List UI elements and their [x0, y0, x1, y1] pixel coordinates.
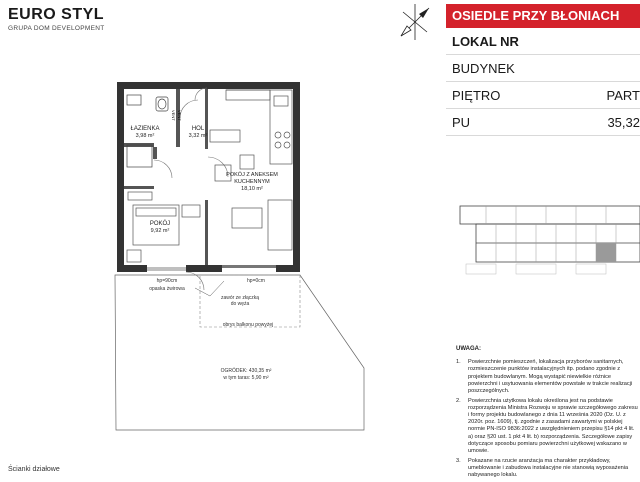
brand-tagline: GRUPA DOM DEVELOPMENT — [8, 25, 105, 32]
room-name-pokoj-aneks-2: KUCHENNYM — [234, 179, 270, 185]
annotation-garden-2: w tym taras: 5,90 m² — [223, 375, 269, 381]
room-area-hol: 3,32 m² — [188, 133, 208, 139]
annotation-hp-left: hp=90cm — [156, 278, 178, 284]
info-label: PU — [452, 115, 471, 130]
note-number: 2. — [456, 397, 461, 404]
info-label: BUDYNEK — [452, 61, 515, 76]
estate-banner: OSIEDLE PRZY BŁONIACH — [446, 4, 640, 28]
note-item — [456, 359, 640, 395]
info-row-lokal — [446, 28, 640, 55]
room-name-pokoj: POKÓJ — [149, 221, 171, 227]
annotation-gravel: opaska żwirowa — [149, 286, 185, 292]
note-number: 3. — [456, 457, 461, 464]
note-text: Powierzchnie pomieszczeń, lokalizacja przyborów sanitarnych, rozmieszczenie punktów instalacyjnych itp. podano zgodnie z projektem budowlanym. Mogą wystąpić niewielkie różnice powierzchni i usytuowania elementów powstałe w trakcie realizacji poszczególnych. — [468, 359, 633, 395]
info-value: 35,32 — [607, 115, 640, 130]
partition-walls-legend: Ścianki działowe — [8, 466, 60, 473]
room-name-pokoj-aneks-1: POKÓJ Z ANEKSEM — [226, 172, 278, 178]
door-swings — [154, 88, 228, 290]
highlighted-unit — [596, 243, 616, 262]
note-text: Pokazane na rzucie aranżacja ma charakter przykładowy, umeblowanie i zabudowa instalacyjne nie stanowią wyposażenia nabywanego lokalu. — [468, 457, 629, 479]
info-row-budynek — [446, 55, 640, 82]
notes-title: UWAGA: — [456, 346, 481, 352]
bedroom-furniture — [127, 192, 200, 262]
note-number: 1. — [456, 359, 461, 366]
building-key-plan — [456, 196, 640, 276]
annotation-gate-1: zawór ze złączką — [220, 295, 260, 301]
info-row-pu — [446, 109, 640, 136]
info-label: LOKAL NR — [452, 34, 519, 49]
room-name-lazienka: ŁAZIENKA — [130, 126, 160, 132]
room-area-lazienka: 3,98 m² — [135, 133, 155, 139]
kitchen-counter — [226, 90, 292, 164]
note-text: Powierzchnia użytkowa lokalu określona jest na podstawie rozporządzenia Ministra Rozwoju w sprawie szczegółowego zakresu i formy projektu budowlanego z dnia 11 września 2020 (Dz. U. z 2020r. poz. 1609), tj. zgodnie z zasadami zawartymi w polskiej normie PN-ISO 9836:2022 z uwzględnieniem przepisu §14 pkt 4 lit. a) oraz §20 ust. 1 pkt 4 lit. b) rozporządzenia. Szczegółowe zapisy dotyczące sposobu pomiaru powierzchni użytkowej wskazano w umowie. — [468, 397, 638, 455]
vent-label-1: VENT — [171, 110, 176, 121]
room-area-pokoj: 9,92 m² — [150, 228, 170, 234]
annotation-garden-1: OGRÓDEK: 430,35 m² — [220, 368, 272, 374]
note-item — [456, 398, 640, 456]
annotation-gate-2: do węża — [230, 301, 250, 307]
annotation-hp-right: hp=0cm — [247, 278, 265, 284]
notes-section — [456, 346, 640, 482]
vent-label-2: VENT — [177, 110, 182, 121]
annotation-leaders — [195, 281, 224, 296]
brand-name: EURO STYL — [8, 6, 105, 23]
room-area-pokoj-aneks: 18,10 m² — [241, 186, 263, 192]
room-name-hol: HOL — [191, 126, 205, 132]
info-label: PIĘTRO — [452, 88, 501, 103]
info-row-pietro — [446, 82, 640, 109]
info-panel — [446, 0, 640, 480]
info-value: PART — [606, 88, 640, 103]
annotation-balcony-outline: obrys balkonu powyżej — [222, 322, 274, 328]
note-item — [456, 458, 640, 480]
info-rows — [446, 28, 640, 136]
